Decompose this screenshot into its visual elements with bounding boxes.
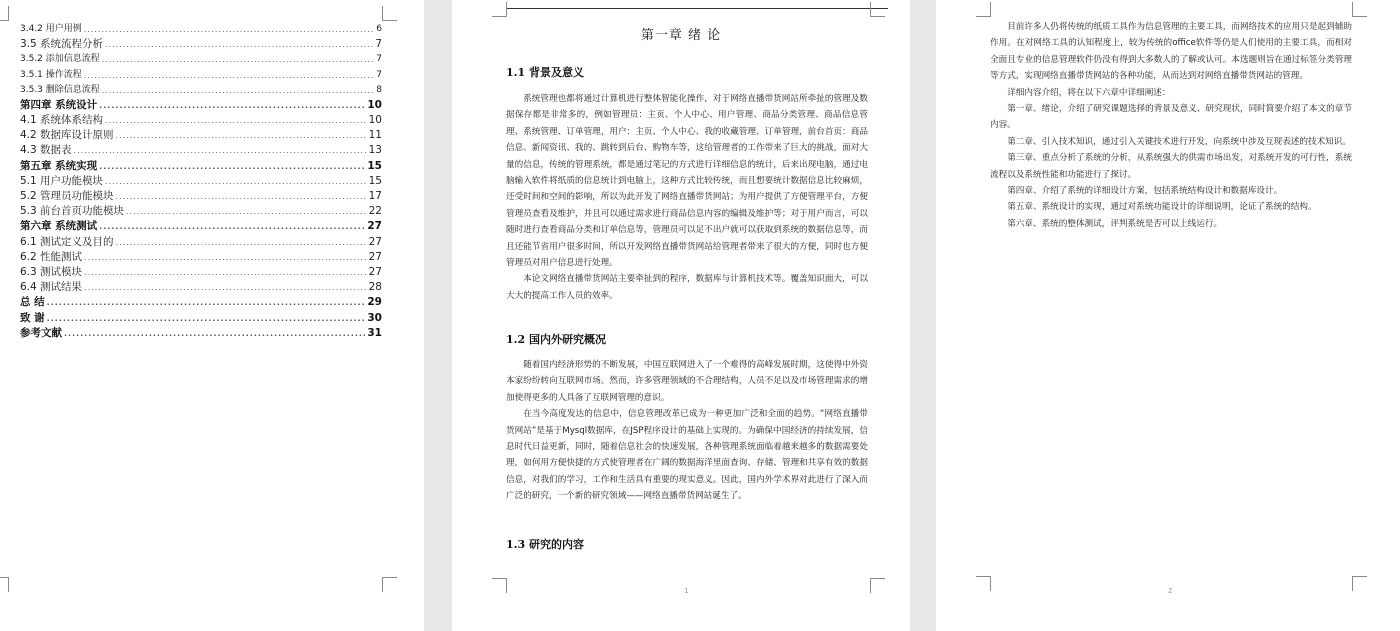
margin-corner-mark <box>0 577 9 592</box>
paragraph: 第六章、系统的整体测试，评判系统是否可以上线运行。 <box>1007 218 1223 229</box>
chapter-title: 第一章 绪 论 <box>640 28 722 43</box>
toc-leader-dots <box>64 326 365 341</box>
toc-entry[interactable] <box>20 113 382 128</box>
toc-leader-dots <box>105 37 373 52</box>
toc-entry[interactable] <box>20 250 382 265</box>
toc-entry-page: 27 <box>368 265 382 278</box>
margin-corner-mark <box>382 6 397 21</box>
toc-entry-page: 28 <box>368 281 382 294</box>
paragraph: 本论文网络直播带货网站主要牵扯到的程序，数据库与计算机技术等。覆盖知识面大，可以大大的提高工作人员的效率。 <box>506 274 868 301</box>
toc-leader-dots <box>74 143 367 158</box>
paragraph: 在当今高度发达的信息中，信息管理改革已成为一种更加广泛和全面的趋势。“网络直播带货网站”是基于Mysql数据库，在JSP程序设计的基础上实现的。为确保中国经济的持续发展，信息时代日益更新，同时，随着信息社会的快速发展，各种管理系统面临着越来越多的数据需要处理，如何用方便快捷的方式使管理者在广阔的数据海洋里面查询、存储、管理和共享有效的数据信息，对我们的学习，工作和生活具有重要的现实意义。因此，国内外学术界对此进行了深入而广泛的研究，一个新的研究领域——网络直播带货网站诞生了。 <box>506 409 868 502</box>
toc-entry[interactable] <box>20 311 382 326</box>
margin-corner-mark <box>492 2 507 17</box>
document-page-2 <box>936 0 1400 631</box>
toc-leader-dots <box>99 159 365 174</box>
margin-corner-mark <box>1352 576 1367 591</box>
margin-corner-mark <box>976 2 991 17</box>
toc-leader-dots <box>84 265 367 280</box>
toc-entry-page: 8 <box>376 84 382 95</box>
toc-entry-page: 27 <box>368 235 382 248</box>
toc-leader-dots <box>99 219 365 234</box>
page-number: 2 <box>1168 587 1173 595</box>
toc-entry-title: 3.5.3 删除信息流程 <box>20 84 100 95</box>
toc-entry-page: 22 <box>368 205 382 218</box>
document-page-chapter1 <box>452 0 910 631</box>
toc-entry[interactable] <box>20 189 382 204</box>
margin-corner-mark <box>870 578 885 593</box>
toc-leader-dots <box>47 311 366 326</box>
toc-entry-page: 30 <box>367 311 382 324</box>
toc-entry[interactable] <box>20 83 382 98</box>
toc-entry[interactable] <box>20 98 382 113</box>
toc-entry-page: 7 <box>375 38 382 51</box>
margin-corner-mark <box>492 578 507 593</box>
toc-entry-title: 3.5 系统流程分析 <box>20 38 104 51</box>
toc-leader-dots <box>84 68 375 83</box>
toc-leader-dots <box>105 174 367 189</box>
toc-leader-dots <box>116 235 367 250</box>
toc-entry-page: 10 <box>368 114 382 127</box>
toc-entry-title: 6.1 测试定义及目的 <box>20 235 114 248</box>
section-title-1-2: 1.2 国内外研究概况 <box>506 333 606 346</box>
toc-entry[interactable] <box>20 144 382 159</box>
toc-entry[interactable] <box>20 68 382 83</box>
toc-entry[interactable] <box>20 159 382 174</box>
toc-entry-title: 6.4 测试结果 <box>20 281 83 294</box>
toc-leader-dots <box>126 204 367 219</box>
toc-entry[interactable] <box>20 37 382 52</box>
margin-corner-mark <box>976 576 991 591</box>
toc-entry-page: 13 <box>368 144 382 157</box>
toc-entry[interactable] <box>20 174 382 189</box>
toc-entry-title: 6.3 测试模块 <box>20 265 83 278</box>
toc-leader-dots <box>116 128 367 143</box>
paragraph: 随着国内经济形势的不断发展，中国互联网进入了一个难得的高峰发展时期，这使得中外资本家纷纷转向互联网市场。然而，许多管理领域的不合理结构，人员不足以及市场管理需求的增加使得更多的人具备了互联网管理的意识。 <box>506 360 868 403</box>
toc-entry-page: 10 <box>367 98 382 111</box>
toc-entry-page: 15 <box>367 159 382 172</box>
toc-entry[interactable] <box>20 219 382 234</box>
toc-entry-page: 27 <box>368 250 382 263</box>
toc-entry-title: 第四章 系统设计 <box>20 98 98 111</box>
toc-leader-dots <box>99 98 365 113</box>
toc-entry[interactable] <box>20 235 382 250</box>
toc-entry-title: 5.2 管理员功能模块 <box>20 190 114 203</box>
toc-entry-title: 6.2 性能测试 <box>20 250 83 263</box>
header-rule <box>506 8 888 9</box>
margin-corner-mark <box>382 577 397 592</box>
toc-entry-page: 15 <box>368 174 382 187</box>
toc-entry-title: 第六章 系统测试 <box>20 220 98 233</box>
page-number: 1 <box>684 587 689 595</box>
toc-entry-title: 4.1 系统体系结构 <box>20 114 104 127</box>
toc-entry-page: 7 <box>376 54 382 65</box>
section-title-1-1: 1.1 背景及意义 <box>506 66 584 79</box>
toc-entry[interactable] <box>20 265 382 280</box>
toc-entry-title: 5.1 用户功能模块 <box>20 174 104 187</box>
paragraph: 目前许多人仍将传统的纸质工具作为信息管理的主要工具，而网络技术的应用只是起到辅助作用。在对网络工具的认知程度上，较为传统的office软件等仍是人们使用的主要工具，而相对全面且专业的信息管理软件仍没有得到大多数人的了解或认可。本选题则旨在通过标签分类管理等方式，实现网络直播带货网站的各种功能，从而达到对网络直播带货网站的管理。 <box>990 22 1352 82</box>
toc-entry-title: 4.3 数据表 <box>20 144 72 157</box>
section-1-2-body <box>506 357 868 505</box>
toc-entry-title: 3.5.2 添加信息流程 <box>20 54 100 65</box>
section-title-1-3: 1.3 研究的内容 <box>506 538 584 551</box>
document-page-toc <box>0 0 424 631</box>
table-of-contents <box>20 22 382 341</box>
toc-entry-page: 31 <box>367 326 382 339</box>
toc-leader-dots <box>102 52 375 67</box>
paragraph: 详细内容介绍，将在以下六章中详细阐述： <box>1007 87 1171 98</box>
paragraph: 第四章、介绍了系统的详细设计方案，包括系统结构设计和数据库设计。 <box>1007 186 1283 197</box>
toc-entry[interactable] <box>20 280 382 295</box>
toc-entry[interactable] <box>20 204 382 219</box>
toc-entry[interactable] <box>20 22 382 37</box>
toc-entry-page: 6 <box>376 23 382 34</box>
toc-entry-title: 总 结 <box>20 296 45 309</box>
paragraph: 第二章、引入技术知识，通过引入关键技术进行开发，向系统中涉及互现表述的技术知识。 <box>1007 136 1351 147</box>
toc-entry[interactable] <box>20 295 382 310</box>
toc-leader-dots <box>105 113 367 128</box>
toc-entry-title: 3.4.2 用户用例 <box>20 23 82 34</box>
toc-entry-title: 5.3 前台首页功能模块 <box>20 205 125 218</box>
toc-entry[interactable] <box>20 52 382 67</box>
toc-leader-dots <box>47 295 366 310</box>
paragraph: 第一章、绪论，介绍了研究课题选择的背景及意义、研究现状，同时简要介绍了本文的章节内容。 <box>990 104 1352 131</box>
toc-entry-page: 17 <box>368 190 382 203</box>
toc-entry-title: 致 谢 <box>20 311 45 324</box>
toc-leader-dots <box>84 280 367 295</box>
toc-entry[interactable] <box>20 128 382 143</box>
toc-entry-page: 27 <box>367 220 382 233</box>
margin-corner-mark <box>0 6 9 21</box>
margin-corner-mark <box>1352 2 1367 17</box>
toc-leader-dots <box>84 250 367 265</box>
toc-entry-title: 参考文献 <box>20 326 62 339</box>
toc-entry-title: 第五章 系统实现 <box>20 159 98 172</box>
toc-entry-page: 29 <box>367 296 382 309</box>
margin-corner-mark <box>870 2 885 17</box>
toc-entry-title: 4.2 数据库设计原则 <box>20 129 114 142</box>
toc-entry[interactable] <box>20 326 382 341</box>
toc-entry-page: 7 <box>376 69 382 80</box>
toc-leader-dots <box>102 83 375 98</box>
paragraph: 第三章、重点分析了系统的分析，从系统强大的供需市场出发，对系统开发的可行性，系统流程以及系统性能和功能进行了探讨。 <box>990 153 1352 180</box>
toc-entry-title: 3.5.1 操作流程 <box>20 69 82 80</box>
toc-leader-dots <box>84 22 375 37</box>
toc-leader-dots <box>116 189 367 204</box>
toc-entry-page: 11 <box>368 129 382 142</box>
paragraph: 第五章、系统设计的实现，通过对系统功能设计的详细说明，论证了系统的结构。 <box>1007 202 1317 213</box>
page-body <box>990 19 1352 232</box>
section-1-1-body <box>506 91 868 304</box>
paragraph: 系统管理也都将通过计算机进行整体智能化操作，对于网络直播带货网站所牵扯的管理及数据保存都是非常多的，例如管理员：主页、个人中心、用户管理、商品分类管理、商品信息管理、系统管理、订单管理，用户：主页、个人中心、我的收藏管理、订单管理，前台首页：商品信息、新闻资讯、我的、跳转到后台、购物车等，这给管理者的工作带来了巨大的挑战，面对大量的信息，传统的管理系统，都是通过笔记的方式进行详细信息的统计，后来出现电脑，通过电脑输入软件将纸质的信息统计到电脑上，这种方式比较传统，而且想要统计数据信息比较麻烦，还受时间和空间的影响，所以为此开发了网络直播带货网站；为用户提供了方便管理平台，方便管理员查看及维护，并且可以通过需求进行商品信息内容的编辑及维护等；对于用户而言，可以随时进行查看商品分类和订单信息等，管理员可以足不出户就可以获取到系统的数据信息等，而且还能节省用户很多时间，所以开发网络直播带货网站给管理者带来了很大的方便，同时也方便管理员对用户信息进行处理。 <box>506 94 868 269</box>
